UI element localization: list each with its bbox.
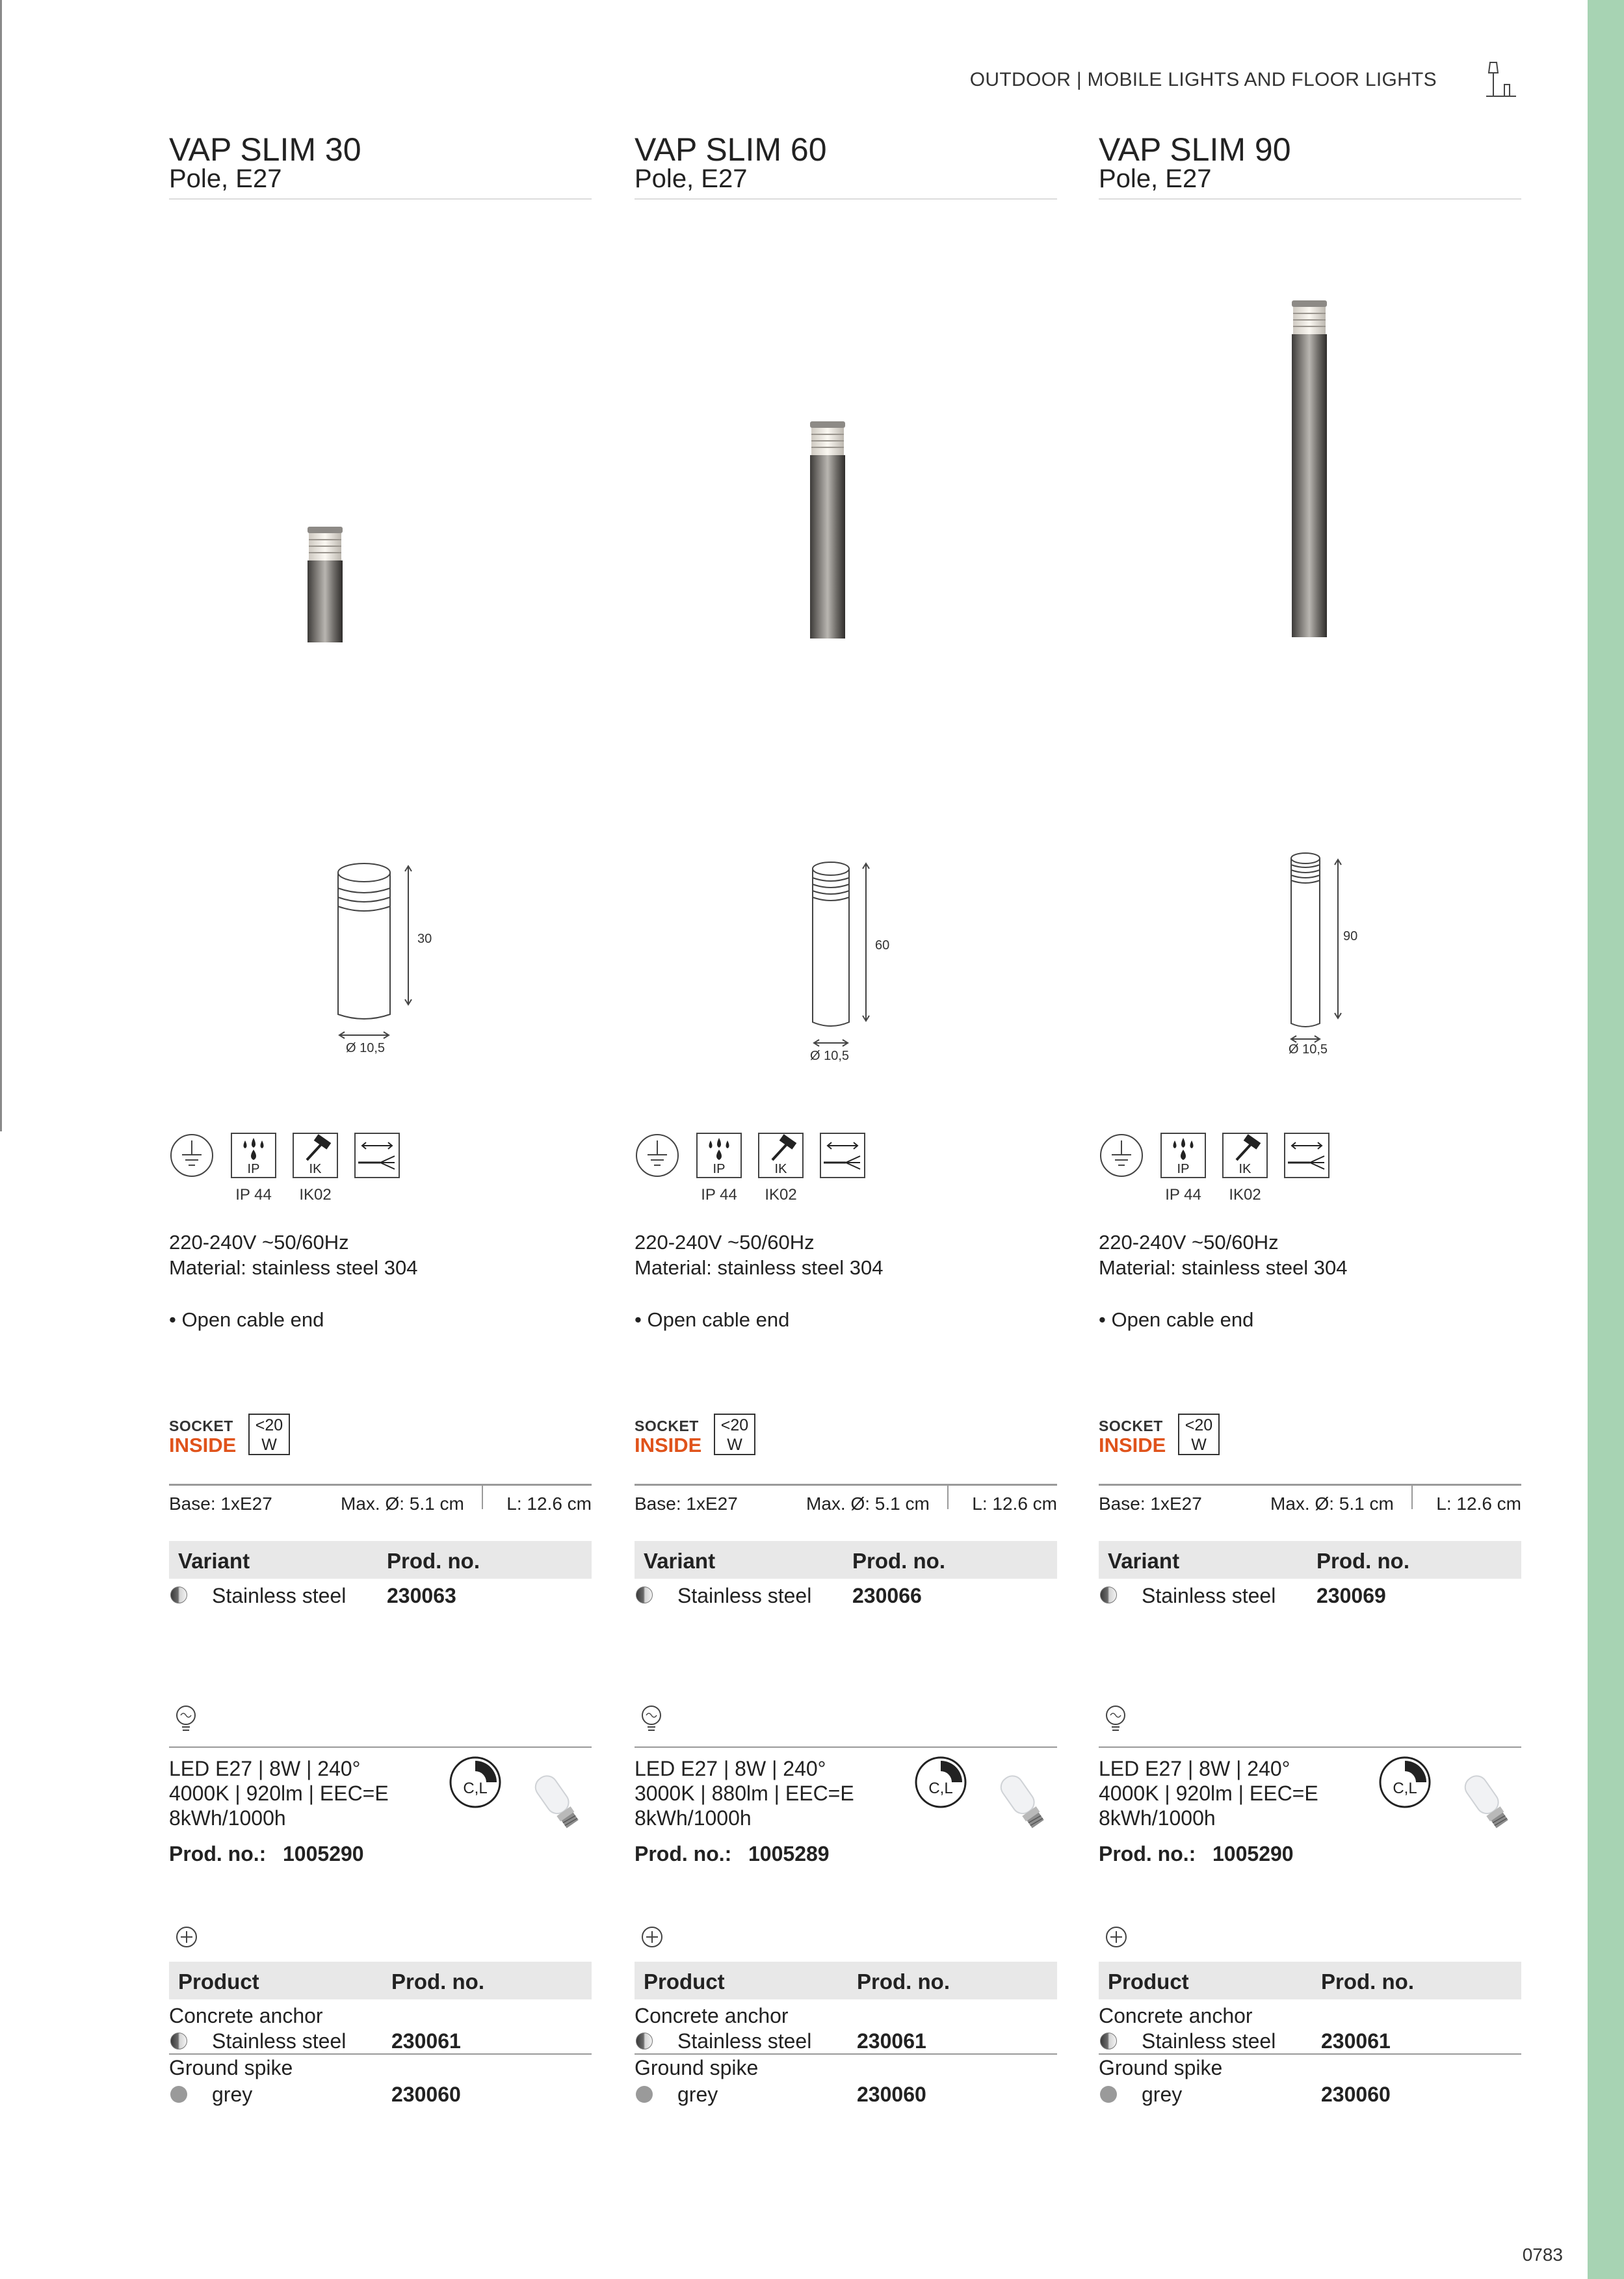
ip-label: IP <box>247 1162 260 1176</box>
accessory-variant: Stainless steel <box>677 2029 812 2053</box>
ip-caption: IP 44 <box>701 1186 737 1204</box>
info-separator <box>947 1484 949 1509</box>
accessory-table-header <box>1099 1962 1521 1999</box>
voltage-text: 220-240V ~50/60Hz <box>169 1231 349 1254</box>
grey-swatch-icon <box>636 2086 653 2103</box>
max-diameter-info: Max. Ø: 5.1 cm <box>806 1494 930 1514</box>
socket-inside-logo <box>169 1419 236 1455</box>
voltage-text: 220-240V ~50/60Hz <box>1099 1231 1279 1254</box>
dimmable-cl-icon <box>449 1756 502 1809</box>
variant-prod-no: 230063 <box>387 1584 456 1607</box>
accessory-prod-no: 230060 <box>1321 2083 1391 2106</box>
accessory-name: Concrete anchor <box>1099 2004 1253 2027</box>
page-number: 0783 <box>1522 2245 1563 2265</box>
feature-bullet: • Open cable end <box>1099 1308 1254 1331</box>
ip-caption: IP 44 <box>1165 1186 1201 1204</box>
cl-label: C,L <box>1393 1780 1417 1797</box>
accessory-variant: grey <box>677 2083 718 2106</box>
product-column-2 <box>635 0 1057 2279</box>
socket-logo-line1: SOCKET <box>635 1417 699 1434</box>
ik-label: IK <box>309 1162 322 1176</box>
accessory-variant: Stainless steel <box>1142 2029 1276 2053</box>
lamp-prod-label: Prod. no.: <box>635 1842 732 1865</box>
variant-table-header <box>169 1541 592 1579</box>
dim-diameter-label: Ø 10,5 <box>346 1041 386 1055</box>
product-photo <box>306 527 345 644</box>
variant-col-header: Variant <box>178 1549 250 1573</box>
lamp-prod-label: Prod. no.: <box>169 1842 267 1865</box>
max-diameter-info: Max. Ø: 5.1 cm <box>341 1494 464 1514</box>
product-title: VAP SLIM 60 <box>635 131 827 168</box>
product-title: VAP SLIM 30 <box>169 131 361 168</box>
watt-value: <20 <box>255 1416 283 1434</box>
product-col-header: Product <box>178 1969 259 1994</box>
ik-rating-icon <box>1222 1133 1268 1178</box>
length-info: L: 12.6 cm <box>506 1494 592 1514</box>
side-color-stripe <box>1588 0 1624 2279</box>
dimension-drawing <box>1274 850 1365 1062</box>
variant-name: Stainless steel <box>677 1584 812 1607</box>
socket-logo-line1: SOCKET <box>169 1417 233 1434</box>
spec-icons-row <box>169 1133 592 1211</box>
variant-col-header: Variant <box>644 1549 716 1573</box>
accessory-name: Ground spike <box>169 2056 293 2079</box>
product-column-3 <box>1099 0 1521 2279</box>
grey-swatch-icon <box>1100 2086 1117 2103</box>
info-separator <box>1411 1484 1413 1509</box>
accessory-name: Concrete anchor <box>635 2004 789 2027</box>
dim-diameter-label: Ø 10,5 <box>1289 1042 1328 1057</box>
lamp-prod-label: Prod. no.: <box>1099 1842 1196 1865</box>
info-divider <box>1099 1484 1521 1486</box>
spec-icons-row <box>1099 1133 1521 1211</box>
cable-end-icon <box>820 1133 865 1178</box>
lamp-spec-line2: 4000K | 920lm | EEC=E <box>169 1782 389 1805</box>
ik-caption: IK02 <box>765 1186 797 1204</box>
watt-unit: W <box>1191 1436 1207 1454</box>
protection-class-icon <box>169 1133 215 1178</box>
dim-height-label: 60 <box>875 938 890 953</box>
socket-inside-logo <box>635 1419 701 1455</box>
product-col-header: Product <box>644 1969 725 1994</box>
accessory-divider <box>1099 2053 1521 2055</box>
accessory-prod-no: 230061 <box>391 2029 461 2053</box>
variant-table-header <box>1099 1541 1521 1579</box>
socket-logo-line1: SOCKET <box>1099 1417 1163 1434</box>
max-watt-badge <box>714 1414 755 1455</box>
left-edge-rule <box>0 0 2 1131</box>
lamp-spec-line3: 8kWh/1000h <box>635 1806 752 1830</box>
socket-logo-line2: INSIDE <box>169 1434 237 1456</box>
ik-caption: IK02 <box>299 1186 332 1204</box>
dim-height-label: 30 <box>417 932 432 946</box>
product-subtitle: Pole, E27 <box>1099 165 1212 193</box>
length-info: L: 12.6 cm <box>1436 1494 1521 1514</box>
watt-value: <20 <box>1185 1416 1213 1434</box>
material-text: Material: stainless steel 304 <box>169 1256 418 1279</box>
grey-swatch-icon <box>170 2086 187 2103</box>
prodno-col-header: Prod. no. <box>387 1549 480 1573</box>
material-text: Material: stainless steel 304 <box>1099 1256 1348 1279</box>
feature-bullet: • Open cable end <box>635 1308 790 1331</box>
prodno-col-header: Prod. no. <box>852 1549 945 1573</box>
variant-name: Stainless steel <box>212 1584 347 1607</box>
title-divider <box>1099 198 1521 200</box>
accessory-table-header <box>635 1962 1057 1999</box>
section-header: OUTDOOR | MOBILE LIGHTS AND FLOOR LIGHTS <box>969 69 1437 90</box>
cable-end-icon <box>354 1133 400 1178</box>
accessory-divider <box>169 2053 592 2055</box>
product-col-header: Product <box>1108 1969 1189 1994</box>
ik-label: IK <box>1238 1162 1251 1176</box>
accessory-divider <box>635 2053 1057 2055</box>
ip-rating-icon <box>696 1133 742 1178</box>
info-divider <box>169 1484 592 1486</box>
socket-inside-logo <box>1099 1419 1166 1455</box>
dimension-drawing <box>332 858 432 1055</box>
cl-label: C,L <box>928 1780 953 1797</box>
prodno-col-header: Prod. no. <box>1321 1969 1414 1994</box>
product-column-1 <box>169 0 592 2279</box>
steel-swatch-icon <box>636 2033 653 2049</box>
accessories-plus-icon <box>641 1926 663 1948</box>
max-diameter-info: Max. Ø: 5.1 cm <box>1270 1494 1394 1514</box>
spec-icons-row <box>635 1133 1057 1211</box>
steel-swatch-icon <box>170 2033 187 2049</box>
steel-swatch-icon <box>636 1587 653 1603</box>
variant-col-header: Variant <box>1108 1549 1180 1573</box>
lamp-spec-line2: 3000K | 880lm | EEC=E <box>635 1782 854 1805</box>
title-divider <box>635 198 1057 200</box>
max-watt-badge <box>248 1414 290 1455</box>
accessory-prod-no: 230061 <box>857 2029 926 2053</box>
base-info: Base: 1xE27 <box>1099 1494 1202 1514</box>
lamp-divider <box>1099 1746 1521 1748</box>
lamp-spec-line1: LED E27 | 8W | 240° <box>169 1757 361 1780</box>
led-bulb-image <box>520 1770 592 1835</box>
lamp-spec-line3: 8kWh/1000h <box>1099 1806 1216 1830</box>
lamp-prod-no: 1005289 <box>748 1842 830 1865</box>
product-title: VAP SLIM 90 <box>1099 131 1291 168</box>
max-watt-badge <box>1178 1414 1220 1455</box>
dim-diameter-label: Ø 10,5 <box>810 1049 850 1063</box>
light-bulb-icon <box>173 1704 199 1735</box>
accessory-name: Ground spike <box>1099 2056 1223 2079</box>
led-bulb-image <box>1450 1770 1521 1835</box>
product-subtitle: Pole, E27 <box>635 165 748 193</box>
ip-caption: IP 44 <box>235 1186 272 1204</box>
variant-table-header <box>635 1541 1057 1579</box>
variant-name: Stainless steel <box>1142 1584 1276 1607</box>
info-separator <box>482 1484 483 1509</box>
protection-class-icon <box>635 1133 680 1178</box>
ik-rating-icon <box>758 1133 804 1178</box>
feature-bullet: • Open cable end <box>169 1308 324 1331</box>
ip-label: IP <box>713 1162 726 1176</box>
lamp-divider <box>635 1746 1057 1748</box>
accessory-variant: grey <box>1142 2083 1183 2106</box>
material-text: Material: stainless steel 304 <box>635 1256 884 1279</box>
product-photo <box>1290 300 1329 639</box>
socket-logo-line2: INSIDE <box>635 1434 702 1456</box>
base-info: Base: 1xE27 <box>635 1494 738 1514</box>
ik-rating-icon <box>293 1133 338 1178</box>
ik-label: IK <box>774 1162 787 1176</box>
led-bulb-image <box>986 1770 1057 1835</box>
cable-end-icon <box>1284 1133 1329 1178</box>
accessory-prod-no: 230060 <box>391 2083 461 2106</box>
accessories-plus-icon <box>1105 1926 1127 1948</box>
light-bulb-icon <box>1103 1704 1129 1735</box>
ip-label: IP <box>1177 1162 1190 1176</box>
dim-height-label: 90 <box>1343 929 1358 943</box>
accessory-variant: grey <box>212 2083 253 2106</box>
voltage-text: 220-240V ~50/60Hz <box>635 1231 815 1254</box>
accessories-plus-icon <box>176 1926 198 1948</box>
title-divider <box>169 198 592 200</box>
length-info: L: 12.6 cm <box>972 1494 1057 1514</box>
base-info: Base: 1xE27 <box>169 1494 272 1514</box>
socket-logo-line2: INSIDE <box>1099 1434 1166 1456</box>
lamp-divider <box>169 1746 592 1748</box>
prodno-col-header: Prod. no. <box>391 1969 484 1994</box>
protection-class-icon <box>1099 1133 1144 1178</box>
variant-prod-no: 230069 <box>1316 1584 1386 1607</box>
accessory-name: Concrete anchor <box>169 2004 323 2027</box>
dimension-drawing <box>810 860 895 1068</box>
light-bulb-icon <box>638 1704 664 1735</box>
accessory-variant: Stainless steel <box>212 2029 347 2053</box>
accessory-table-header <box>169 1962 592 1999</box>
lamp-spec-line2: 4000K | 920lm | EEC=E <box>1099 1782 1318 1805</box>
variant-prod-no: 230066 <box>852 1584 922 1607</box>
accessory-prod-no: 230060 <box>857 2083 926 2106</box>
cl-label: C,L <box>463 1780 488 1797</box>
lamp-prod-no: 1005290 <box>1212 1842 1294 1865</box>
lamp-spec-line3: 8kWh/1000h <box>169 1806 286 1830</box>
prodno-col-header: Prod. no. <box>857 1969 950 1994</box>
watt-unit: W <box>261 1436 277 1454</box>
lamp-prod-no: 1005290 <box>283 1842 364 1865</box>
steel-swatch-icon <box>170 1587 187 1603</box>
dimmable-cl-icon <box>1378 1756 1432 1809</box>
lamp-spec-line1: LED E27 | 8W | 240° <box>1099 1757 1290 1780</box>
accessory-prod-no: 230061 <box>1321 2029 1391 2053</box>
steel-swatch-icon <box>1100 1587 1117 1603</box>
dimmable-cl-icon <box>914 1756 967 1809</box>
ip-rating-icon <box>231 1133 276 1178</box>
lamp-spec-line1: LED E27 | 8W | 240° <box>635 1757 826 1780</box>
info-divider <box>635 1484 1057 1486</box>
product-subtitle: Pole, E27 <box>169 165 282 193</box>
accessory-name: Ground spike <box>635 2056 759 2079</box>
watt-unit: W <box>727 1436 742 1454</box>
steel-swatch-icon <box>1100 2033 1117 2049</box>
product-photo <box>809 421 846 640</box>
ip-rating-icon <box>1160 1133 1206 1178</box>
watt-value: <20 <box>720 1416 749 1434</box>
prodno-col-header: Prod. no. <box>1316 1549 1409 1573</box>
ik-caption: IK02 <box>1229 1186 1261 1204</box>
